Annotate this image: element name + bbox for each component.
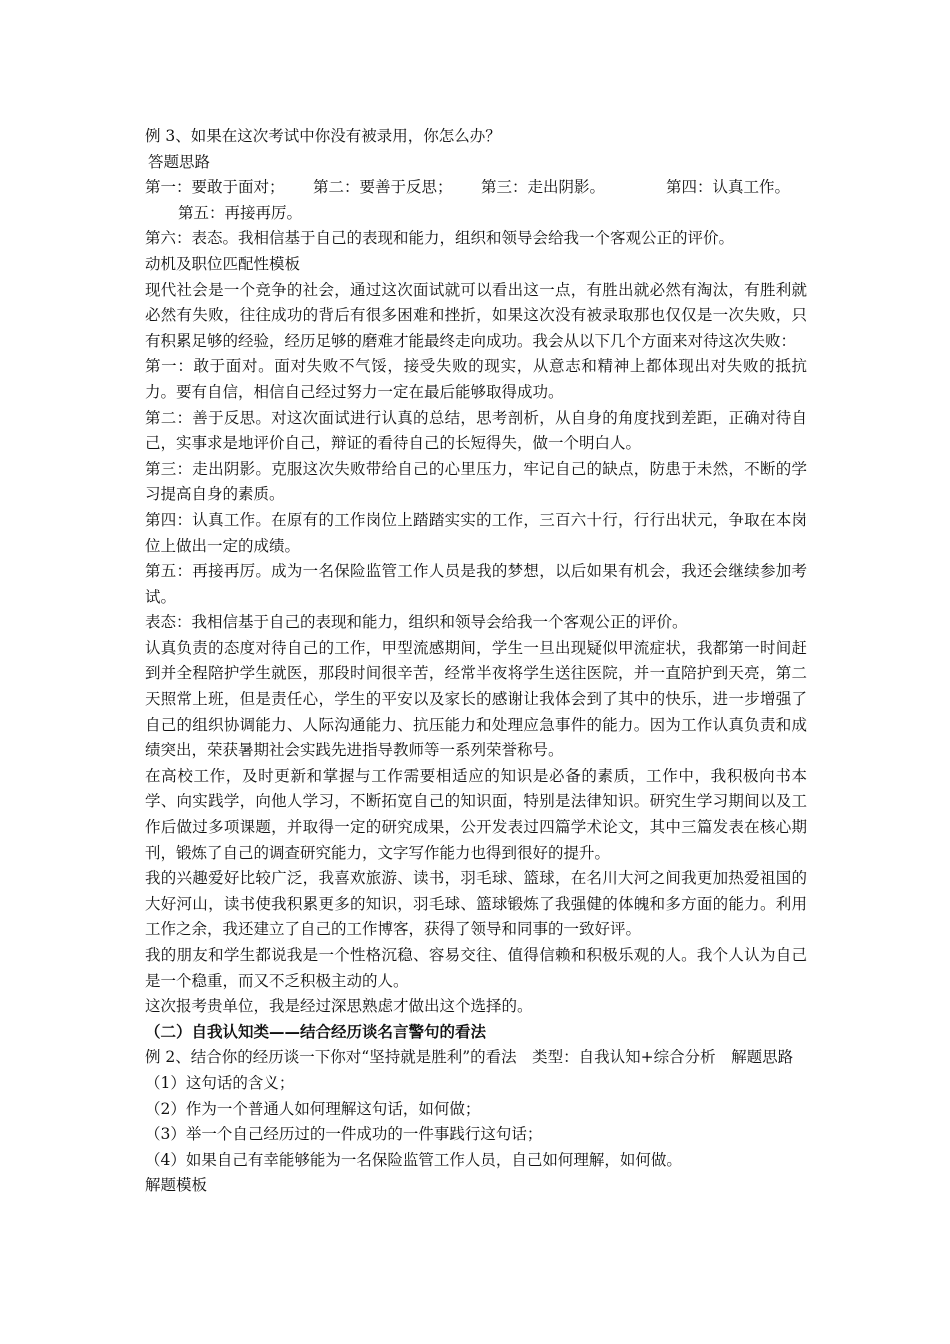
document-body <box>145 124 807 1199</box>
section2-heading: （二）自我认知类——结合经历谈名言警句的看法 <box>145 1022 487 1041</box>
paragraph-work: 认真负责的态度对待自己的工作，甲型流感期间，学生一旦出现疑似甲流症状，我都第一时间赶到并全程陪护学生就医，那段时间很辛苦，经常半夜将学生送往医院，并一直陪护到天亮，第二天照常上班，但是责任心，学生的平安以及家长的感谢让我体会到了其中的快乐，进一步增强了自己的组织协调能力、人际沟通能力、抗压能力和处理应急事件的能力。因为工作认真负责和成绩突出，荣获暑期社会实践先进指导教师等一系列荣誉称号。 <box>145 638 807 760</box>
steps-row <box>145 175 807 201</box>
list-item-1: （1）这句话的含义； <box>145 1073 295 1092</box>
list-item-4: （4）如果自己有幸能够能为一名保险监管工作人员，自己如何理解，如何做。 <box>145 1150 682 1169</box>
paragraph-third: 第三：走出阴影。克服这次失败带给自己的心里压力，牢记自己的缺点，防患于未然，不断的学习提高自身的素质。 <box>145 459 807 504</box>
paragraph-hobby: 我的兴趣爱好比较广泛，我喜欢旅游、读书，羽毛球、篮球，在名川大河之间我更加热爱祖国的大好河山，读书使我积累更多的知识，羽毛球、篮球锻炼了我强健的体魄和多方面的能力。利用工作之余，我还建立了自己的工作博客，获得了领导和同事的一致好评。 <box>145 869 807 939</box>
paragraph-statement: 表态：我相信基于自己的表现和能力，组织和领导会给我一个客观公正的评价。 <box>145 613 688 632</box>
step-1: 第一：要敢于面对； <box>145 178 285 197</box>
step-4: 第四：认真工作。 <box>666 178 791 197</box>
paragraph-choice: 这次报考贵单位，我是经过深思熟虑才做出这个选择的。 <box>145 997 533 1016</box>
paragraph-second: 第二：善于反思。对这次面试进行认真的总结，思考剖析，从自身的角度找到差距，正确对待自己，实事求是地评价自己，辩证的看待自己的长短得失，做一个明白人。 <box>145 408 807 453</box>
paragraph-friends: 我的朋友和学生都说我是一个性格沉稳、容易交往、值得信赖和积极乐观的人。我个人认为自己是一个稳重，而又不乏积极主动的人。 <box>145 946 807 990</box>
solution-template-label: 解题模板 <box>145 1176 208 1195</box>
example3-question: 例 3、如果在这次考试中你没有被录用，你怎么办？ <box>145 127 501 145</box>
step-3: 第三：走出阴影。 <box>481 178 606 197</box>
list-item-2: （2）作为一个普通人如何理解这句话，如何做； <box>145 1099 481 1118</box>
step-6: 第六：表态。我相信基于自己的表现和能力，组织和领导会给我一个客观公正的评价。 <box>145 229 735 248</box>
answer-approach-label: 答题思路 <box>148 152 211 171</box>
step-2: 第二：要善于反思； <box>313 178 453 197</box>
step-5: 第五：再接再厉。 <box>178 203 303 222</box>
paragraph-study: 在高校工作，及时更新和掌握与工作需要相适应的知识是必备的素质，工作中，我积极向书本学、向实践学，向他人学习，不断拓宽自己的知识面，特别是法律知识。研究生学习期间以及工作后做过多项课题，并取得一定的研究成果，公开发表过四篇学术论文，其中三篇发表在核心期刊，锻炼了自己的调查研究能力，文字写作能力也得到很好的提升。 <box>145 766 807 862</box>
list-item-3: （3）举一个自己经历过的一件成功的一件事践行这句话； <box>145 1125 543 1144</box>
list-items-3-4 <box>145 1122 807 1173</box>
paragraph-fifth: 第五：再接再厉。成为一名保险监管工作人员是我的梦想，以后如果有机会，我还会继续参加考试。 <box>145 562 807 606</box>
motivation-template-title: 动机及职位匹配性模板 <box>145 254 301 273</box>
example2-question: 例 2、结合你的经历谈一下你对“坚持就是胜利”的看法 类型：自我认知+综合分析 解题思路 <box>145 1048 794 1067</box>
paragraph-fourth: 第四：认真工作。在原有的工作岗位上踏踏实实的工作，三百六十行，行行出状元，争取在本岗位上做出一定的成绩。 <box>145 510 807 555</box>
paragraph-society: 现代社会是一个竞争的社会，通过这次面试就可以看出这一点，有胜出就必然有淘汰，有胜利就必然有失败，往往成功的背后有很多困难和挫折，如果这次没有被录取那也仅仅是一次失败，只有积累足够的经验，经历足够的磨难才能最终走向成功。我会从以下几个方面来对待这次失败： <box>145 280 807 350</box>
paragraph-first: 第一：敢于面对。面对失败不气馁，接受失败的现实，从意志和精神上都体现出对失败的抵抗力。要有自信，相信自己经过努力一定在最后能够取得成功。 <box>145 357 807 401</box>
